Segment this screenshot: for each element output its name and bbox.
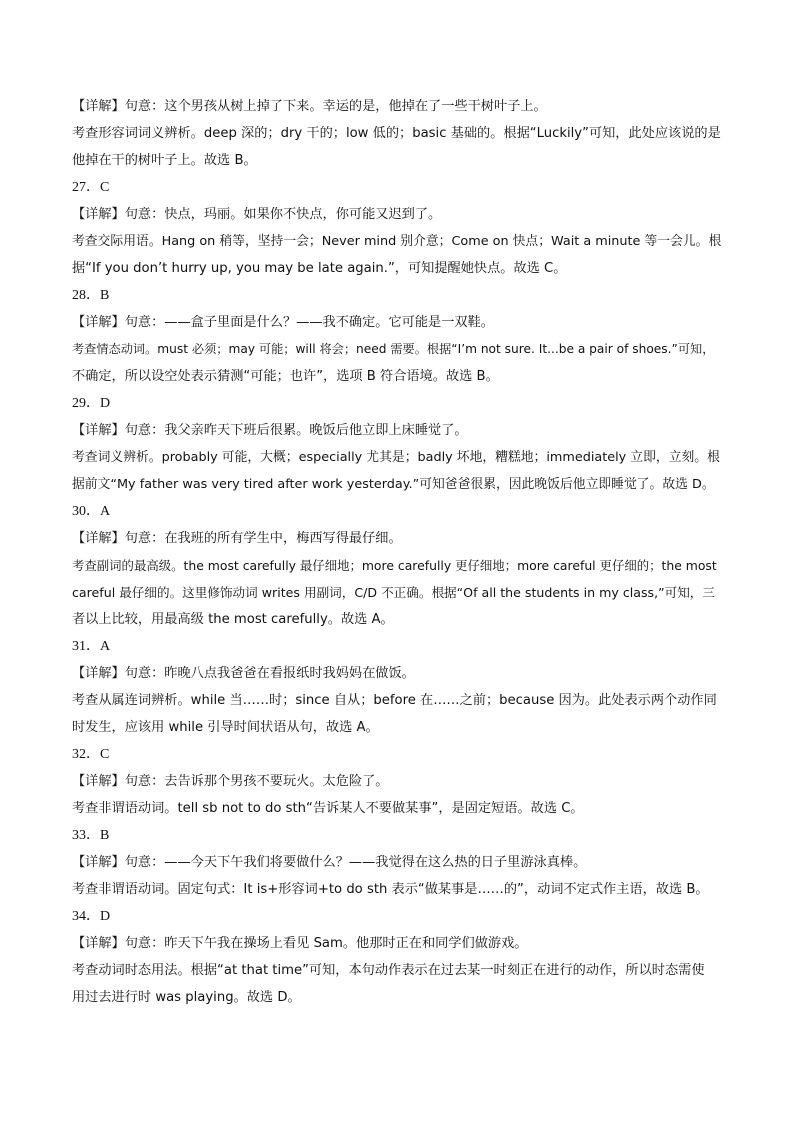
answer-number: 31．A	[72, 639, 111, 654]
answer-number: 30．A	[72, 504, 111, 519]
detail-line: 【详解】句意：昨晚八点我爸爸在看报纸时我妈妈在做饭。	[72, 666, 415, 681]
detail-line: 【详解】句意：昨天下午我在操场上看见 Sam。他那时正在和同学们做游戏。	[72, 936, 528, 951]
analysis-line: 考查副词的最高级。the most carefully 最仔细地；more carefully 更仔细地；more careful 更仔细的；the most	[72, 558, 717, 573]
answer-number: 27．C	[72, 180, 110, 195]
answer-number: 29．D	[72, 396, 111, 411]
analysis-line: 者以上比较，用最高级 the most carefully。故选 A。	[72, 612, 394, 627]
analysis-line: 考查从属连词辨析。while 当……时；since 自从；before 在……之前；because 因为。此处表示两个动作同	[72, 693, 717, 708]
detail-line: 【详解】句意：——今天下午我们将要做什么？——我觉得在这么热的日子里游泳真棒。	[72, 855, 587, 870]
answer-number: 34．D	[72, 909, 111, 924]
analysis-line: 考查词义辨析。probably 可能，大概；especially 尤其是；badly 坏地，糟糕地；immediately 立即，立刻。根	[72, 450, 720, 465]
analysis-line: 用过去进行时 was playing。故选 D。	[72, 990, 301, 1005]
analysis-line: 他掉在干的树叶子上。故选 B。	[72, 153, 257, 168]
detail-line: 【详解】句意：——盒子里面是什么？——我不确定。它可能是一双鞋。	[72, 315, 494, 330]
detail-line: 【详解】句意：快点，玛丽。如果你不快点，你可能又迟到了。	[72, 207, 442, 222]
detail-line: 【详解】句意：我父亲昨天下班后很累。晚饭后他立即上床睡觉了。	[72, 423, 468, 438]
analysis-line: 考查动词时态用法。根据“at that time”可知，本句动作表示在过去某一时刻正在进行的动作，所以时态需使	[72, 963, 705, 978]
analysis-line: 考查交际用语。Hang on 稍等，坚持一会；Never mind 别介意；Come on 快点；Wait a minute 等一会儿。根	[72, 234, 722, 249]
answer-number: 32．C	[72, 747, 110, 762]
analysis-line: 时发生，应该用 while 引导时间状语从句，故选 A。	[72, 720, 379, 735]
analysis-line: 考查非谓语动词。固定句式：It is+形容词+to do sth 表示“做某事是……的”，动词不定式作主语，故选 B。	[72, 882, 709, 897]
analysis-line: 据“If you don’t hurry up, you may be late again.”，可知提醒她快点。故选 C。	[72, 261, 567, 276]
analysis-line: careful 最仔细的。这里修饰动词 writes 用副词，C/D 不正确。根据“Of all the students in my class,”可知，三	[72, 585, 715, 600]
analysis-line: 考查形容词词义辨析。deep 深的；dry 干的；low 低的；basic 基础的。根据“Luckily”可知，此处应该说的是	[72, 126, 721, 141]
analysis-line: 不确定，所以设空处表示猜测“可能；也许”，选项 B 符合语境。故选 B。	[72, 369, 499, 384]
answer-number: 28．B	[72, 288, 110, 303]
answer-number: 33．B	[72, 828, 110, 843]
analysis-line: 考查情态动词。must 必须；may 可能；will 将会；need 需要。根据“I’m not sure. It...be a pair of shoes.”可知，	[72, 342, 715, 356]
detail-line: 【详解】句意：去告诉那个男孩不要玩火。太危险了。	[72, 774, 389, 789]
detail-line: 【详解】句意：在我班的所有学生中，梅西写得最仔细。	[72, 531, 402, 546]
analysis-line: 考查非谓语动词。tell sb not to do sth“告诉某人不要做某事”，是固定短语。故选 C。	[72, 801, 584, 816]
answer-explanations	[72, 93, 724, 1011]
analysis-line: 据前文“My father was very tired after work yesterday.”可知爸爸很累，因此晚饭后他立即睡觉了。故选 D。	[72, 477, 715, 492]
detail-line: 【详解】句意：这个男孩从树上掉了下来。幸运的是，他掉在了一些干树叶子上。	[72, 99, 547, 114]
